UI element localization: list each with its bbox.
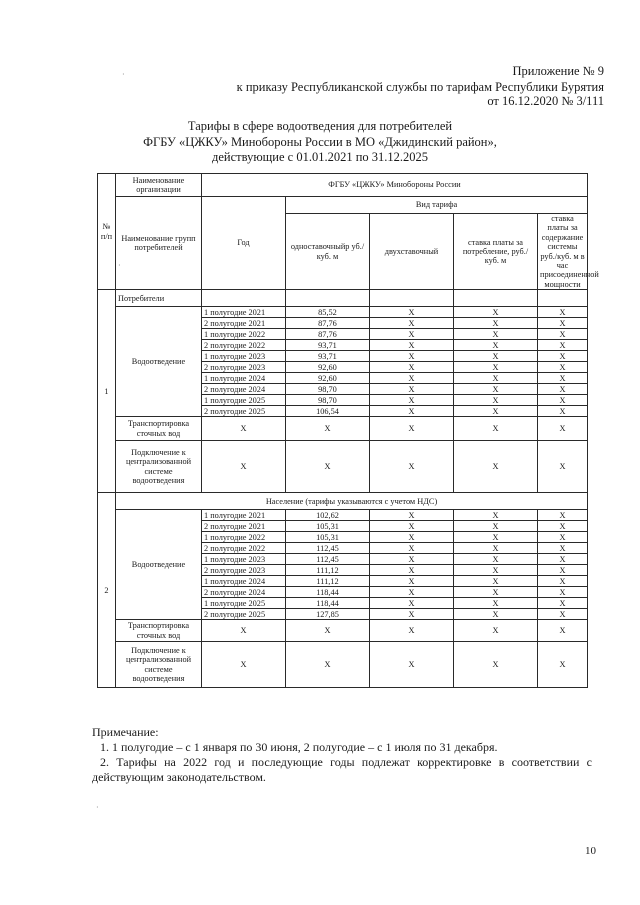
scan-speck: · [122, 70, 125, 79]
transport-cell: X [286, 620, 370, 642]
consumption-rate-cell: X [454, 543, 538, 554]
capacity-rate-cell: X [538, 329, 588, 340]
tariff-value-cell: 93,71 [286, 340, 370, 351]
consumption-rate-cell: X [454, 576, 538, 587]
service-name: Водоотведение [116, 307, 202, 417]
empty-cell [454, 290, 538, 307]
capacity-rate-cell: X [538, 576, 588, 587]
order-date: от 16.12.2020 № 3/111 [487, 94, 604, 108]
capacity-rate-cell: X [538, 521, 588, 532]
col-header-two-rate: двухставочный [370, 214, 454, 290]
scan-speck: · [118, 261, 121, 270]
document-title-line1: Тарифы в сфере водоотведения для потребителей [187, 119, 453, 133]
consumption-rate-cell: X [454, 307, 538, 318]
capacity-rate-cell: X [538, 406, 588, 417]
period-cell: 2 полугодие 2022 [202, 543, 286, 554]
two-rate-cell: X [370, 576, 454, 587]
capacity-rate-cell: X [538, 318, 588, 329]
tariff-value-cell: 98,70 [286, 395, 370, 406]
connection-cell: X [202, 441, 286, 493]
connection-cell: X [538, 441, 588, 493]
scan-speck: · [96, 803, 99, 812]
row-number: 2 [98, 493, 116, 688]
col-header-consumer-groups: Наименование групп потребителей [116, 197, 202, 290]
two-rate-cell: X [370, 521, 454, 532]
consumption-rate-cell: X [454, 554, 538, 565]
transport-cell: X [370, 620, 454, 642]
connection-cell: X [286, 642, 370, 688]
period-cell: 2 полугодие 2024 [202, 587, 286, 598]
period-cell: 2 полугодие 2023 [202, 565, 286, 576]
empty-cell [370, 290, 454, 307]
connection-cell: X [370, 441, 454, 493]
service-name: Водоотведение [116, 510, 202, 620]
capacity-rate-cell: X [538, 565, 588, 576]
capacity-rate-cell: X [538, 609, 588, 620]
tariff-value-cell: 105,31 [286, 521, 370, 532]
period-cell: 2 полугодие 2023 [202, 362, 286, 373]
connection-label: Подключение к централизованной системе водоотведения [116, 642, 202, 688]
period-cell: 1 полугодие 2022 [202, 532, 286, 543]
transport-cell: X [202, 620, 286, 642]
connection-cell: X [202, 642, 286, 688]
consumption-rate-cell: X [454, 362, 538, 373]
period-cell: 1 полугодие 2025 [202, 598, 286, 609]
col-header-capacity-rate: ставка платы за содержание системы руб./куб. м в час присоединенной мощности [538, 214, 588, 290]
consumption-rate-cell: X [454, 609, 538, 620]
period-cell: 2 полугодие 2025 [202, 609, 286, 620]
consumption-rate-cell: X [454, 587, 538, 598]
col-header-organization: Наименование организации [116, 174, 202, 197]
period-cell: 1 полугодие 2024 [202, 373, 286, 384]
notes-title: Примечание: [92, 725, 159, 739]
notes-block [92, 725, 592, 785]
period-cell: 1 полугодие 2021 [202, 307, 286, 318]
two-rate-cell: X [370, 362, 454, 373]
capacity-rate-cell: X [538, 587, 588, 598]
two-rate-cell: X [370, 329, 454, 340]
two-rate-cell: X [370, 373, 454, 384]
empty-cell [202, 290, 286, 307]
two-rate-cell: X [370, 395, 454, 406]
consumption-rate-cell: X [454, 329, 538, 340]
empty-cell [538, 290, 588, 307]
capacity-rate-cell: X [538, 351, 588, 362]
capacity-rate-cell: X [538, 307, 588, 318]
tariff-value-cell: 85,52 [286, 307, 370, 318]
tariff-value-cell: 112,45 [286, 554, 370, 565]
capacity-rate-cell: X [538, 532, 588, 543]
consumption-rate-cell: X [454, 373, 538, 384]
tariff-value-cell: 105,31 [286, 532, 370, 543]
consumption-rate-cell: X [454, 351, 538, 362]
transport-label: Транспортировка сточных вод [116, 417, 202, 441]
consumption-rate-cell: X [454, 318, 538, 329]
two-rate-cell: X [370, 598, 454, 609]
row-number: 1 [98, 290, 116, 493]
two-rate-cell: X [370, 406, 454, 417]
consumption-rate-cell: X [454, 406, 538, 417]
transport-cell: X [286, 417, 370, 441]
capacity-rate-cell: X [538, 395, 588, 406]
consumption-rate-cell: X [454, 340, 538, 351]
period-cell: 2 полугодие 2022 [202, 340, 286, 351]
tariff-value-cell: 118,44 [286, 598, 370, 609]
section-header: Население (тарифы указываются с учетом НДС) [116, 493, 588, 510]
page-number: 10 [585, 845, 596, 857]
connection-cell: X [286, 441, 370, 493]
transport-cell: X [538, 417, 588, 441]
tariff-value-cell: 102,62 [286, 510, 370, 521]
period-cell: 1 полугодие 2023 [202, 554, 286, 565]
tariff-value-cell: 87,76 [286, 318, 370, 329]
tariff-value-cell: 93,71 [286, 351, 370, 362]
two-rate-cell: X [370, 307, 454, 318]
tariff-value-cell: 92,60 [286, 373, 370, 384]
period-cell: 1 полугодие 2024 [202, 576, 286, 587]
tariff-value-cell: 111,12 [286, 576, 370, 587]
two-rate-cell: X [370, 532, 454, 543]
transport-label: Транспортировка сточных вод [116, 620, 202, 642]
transport-cell: X [370, 417, 454, 441]
section-header: Потребители [116, 290, 202, 307]
note-1: 1. 1 полугодие – с 1 января по 30 июня, 2 полугодие – с 1 июля по 31 декабря. [100, 740, 498, 754]
transport-cell: X [454, 417, 538, 441]
capacity-rate-cell: X [538, 362, 588, 373]
period-cell: 2 полугодие 2021 [202, 521, 286, 532]
period-cell: 2 полугодие 2025 [202, 406, 286, 417]
tariff-value-cell: 98,70 [286, 384, 370, 395]
connection-cell: X [538, 642, 588, 688]
tariff-value-cell: 106,54 [286, 406, 370, 417]
two-rate-cell: X [370, 384, 454, 395]
consumption-rate-cell: X [454, 532, 538, 543]
two-rate-cell: X [370, 318, 454, 329]
connection-cell: X [370, 642, 454, 688]
consumption-rate-cell: X [454, 598, 538, 609]
order-reference: к приказу Республиканской службы по тарифам Республики Бурятия [236, 80, 604, 94]
capacity-rate-cell: X [538, 510, 588, 521]
two-rate-cell: X [370, 340, 454, 351]
period-cell: 2 полугодие 2021 [202, 318, 286, 329]
capacity-rate-cell: X [538, 543, 588, 554]
note-2: 2. Тарифы на 2022 год и последующие годы подлежат корректировке в соответствии с действующим законодательством. [92, 755, 592, 784]
transport-cell: X [454, 620, 538, 642]
tariff-table [97, 173, 599, 688]
consumption-rate-cell: X [454, 565, 538, 576]
col-header-number: № п/п [98, 174, 116, 290]
transport-cell: X [202, 417, 286, 441]
tariff-value-cell: 127,85 [286, 609, 370, 620]
document-title-line2: ФГБУ «ЦЖКУ» Минобороны России в МО «Джидинский район», [143, 135, 497, 149]
capacity-rate-cell: X [538, 554, 588, 565]
consumption-rate-cell: X [454, 395, 538, 406]
two-rate-cell: X [370, 565, 454, 576]
tariff-type-header: Вид тарифа [286, 197, 588, 214]
two-rate-cell: X [370, 587, 454, 598]
two-rate-cell: X [370, 543, 454, 554]
tariff-value-cell: 118,44 [286, 587, 370, 598]
tariff-value-cell: 92,60 [286, 362, 370, 373]
document-title-line3: действующие с 01.01.2021 по 31.12.2025 [211, 150, 429, 164]
capacity-rate-cell: X [538, 384, 588, 395]
tariff-value-cell: 87,76 [286, 329, 370, 340]
two-rate-cell: X [370, 510, 454, 521]
capacity-rate-cell: X [538, 598, 588, 609]
tariff-value-cell: 112,45 [286, 543, 370, 554]
col-header-consumption-rate: ставка платы за потребление, руб./ куб. м [454, 214, 538, 290]
two-rate-cell: X [370, 609, 454, 620]
col-header-year: Год [202, 197, 286, 290]
connection-cell: X [454, 642, 538, 688]
consumption-rate-cell: X [454, 510, 538, 521]
empty-cell [286, 290, 370, 307]
organization-name: ФГБУ «ЦЖКУ» Минобороны России [202, 174, 588, 197]
transport-cell: X [538, 620, 588, 642]
period-cell: 1 полугодие 2025 [202, 395, 286, 406]
appendix-title: Приложение № 9 [512, 64, 604, 78]
period-cell: 1 полугодие 2023 [202, 351, 286, 362]
period-cell: 2 полугодие 2024 [202, 384, 286, 395]
capacity-rate-cell: X [538, 373, 588, 384]
two-rate-cell: X [370, 351, 454, 362]
tariff-value-cell: 111,12 [286, 565, 370, 576]
period-cell: 1 полугодие 2022 [202, 329, 286, 340]
period-cell: 1 полугодие 2021 [202, 510, 286, 521]
col-header-single-rate: одноставочныйр уб./ куб. м [286, 214, 370, 290]
connection-label: Подключение к централизованной системе водоотведения [116, 441, 202, 493]
consumption-rate-cell: X [454, 521, 538, 532]
connection-cell: X [454, 441, 538, 493]
capacity-rate-cell: X [538, 340, 588, 351]
consumption-rate-cell: X [454, 384, 538, 395]
two-rate-cell: X [370, 554, 454, 565]
